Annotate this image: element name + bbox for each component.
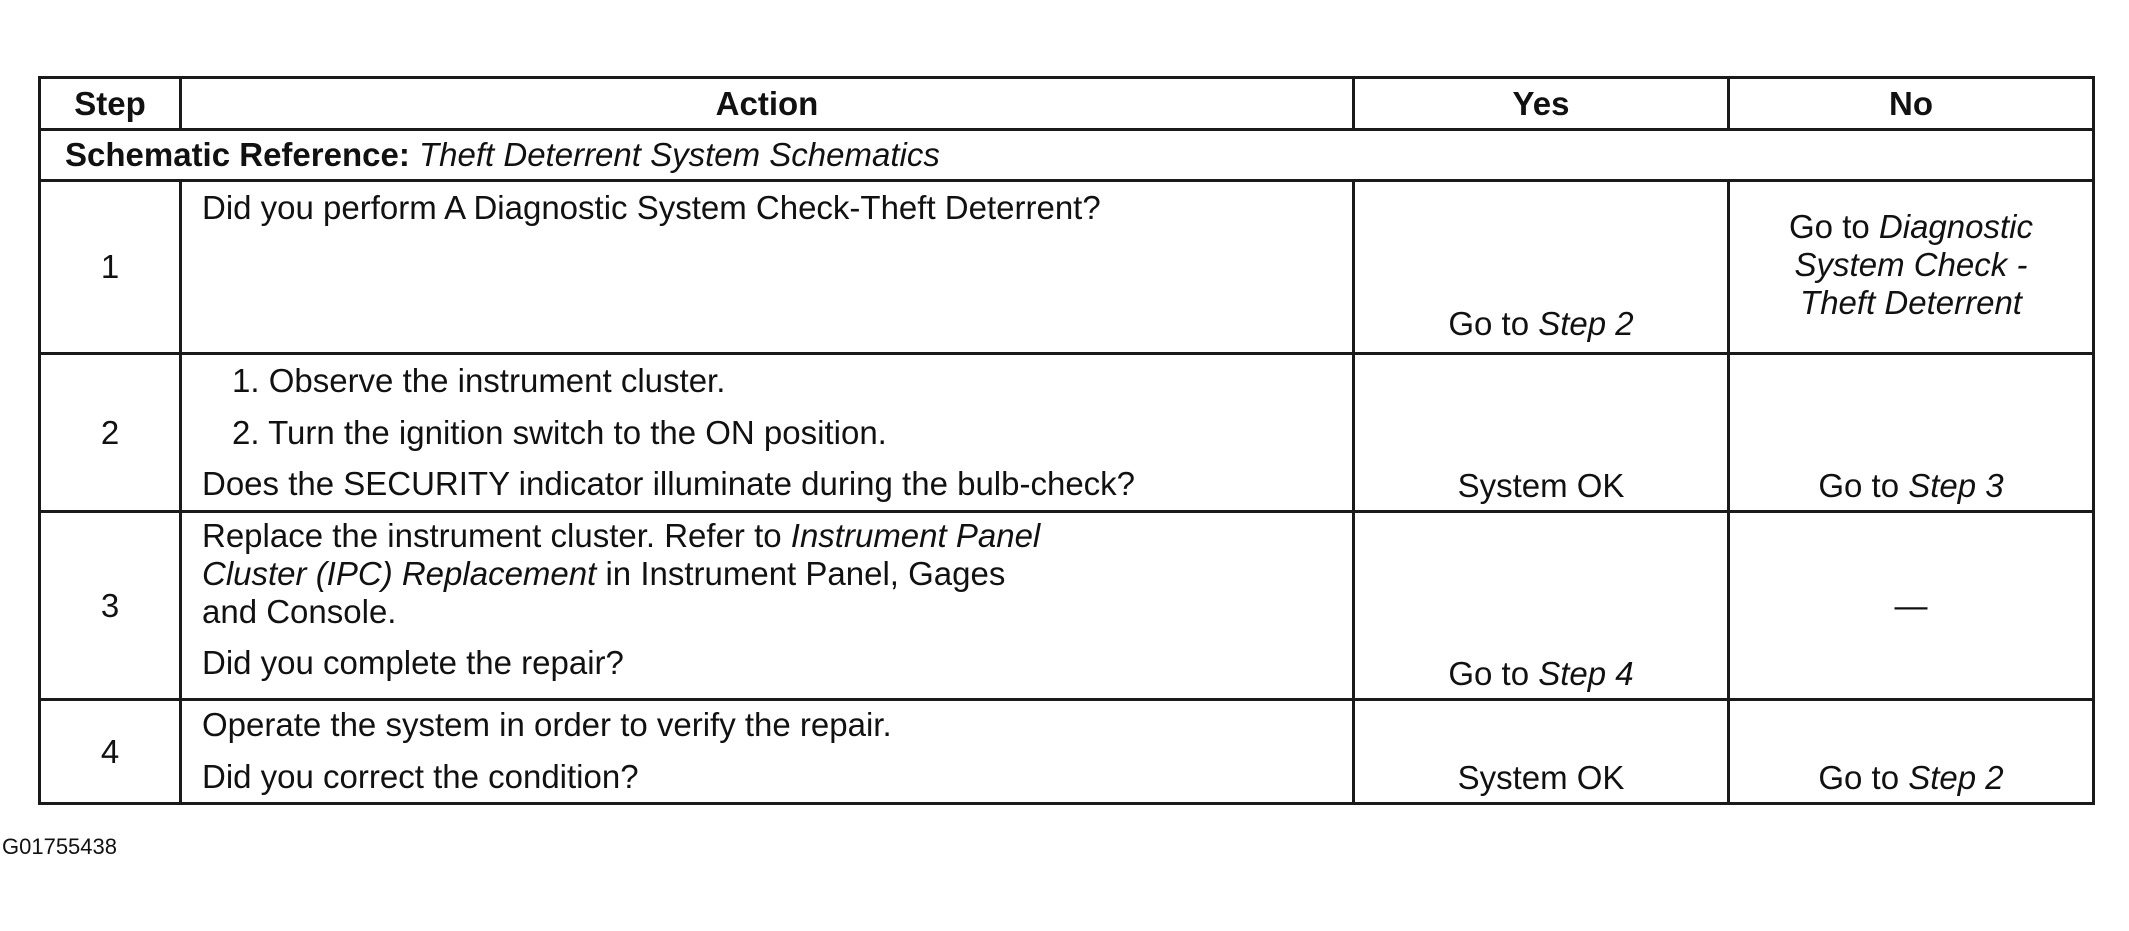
action-list-item: 1. Observe the instrument cluster. [232, 362, 726, 399]
schematic-reference [40, 130, 2094, 181]
action-text: Cluster (IPC) Replacement in Instrument Panel, Gages [202, 555, 1006, 592]
action-question: Does the SECURITY indicator illuminate during the bulb-check? [202, 465, 1136, 502]
table-row [40, 181, 2094, 354]
yes-action: Go to Step 2 [1448, 305, 1634, 342]
reference-label: Schematic Reference: [65, 136, 410, 173]
action-text: Operate the system in order to verify the repair. [202, 706, 892, 743]
header-action: Action [181, 78, 1354, 130]
ipc-link-part2[interactable]: Cluster (IPC) Replacement [202, 555, 597, 592]
no-action: Go to Step 2 [1818, 759, 2004, 796]
yes-cell [1354, 700, 1729, 804]
header-no: No [1729, 78, 2094, 130]
ipc-link-part1[interactable]: Instrument Panel [790, 517, 1041, 554]
no-link-line2[interactable]: System Check - [1794, 246, 2028, 283]
reference-link[interactable]: Theft Deterrent System Schematics [419, 136, 940, 173]
action-list-item: 2. Turn the ignition switch to the ON position. [232, 414, 887, 451]
no-cell [1729, 512, 2094, 700]
yes-action: Go to Step 4 [1448, 655, 1634, 692]
table-row [40, 512, 2094, 700]
table-row [40, 700, 2094, 804]
no-action-dash: — [1894, 586, 1928, 624]
diagnostic-table [38, 76, 2095, 805]
yes-cell [1354, 181, 1729, 354]
yes-step-link[interactable]: Step 4 [1538, 655, 1634, 692]
no-step-link[interactable]: Step 2 [1908, 759, 2004, 796]
diagnostic-table-container [38, 76, 2092, 805]
no-step-link[interactable]: Step 3 [1908, 467, 2004, 504]
header-row [40, 78, 2094, 130]
yes-action: System OK [1457, 467, 1625, 504]
header-step: Step [40, 78, 181, 130]
action-question: Did you complete the repair? [202, 644, 624, 681]
action-question: Did you correct the condition? [202, 758, 639, 795]
yes-cell [1354, 512, 1729, 700]
no-action: Go to Step 3 [1818, 467, 2004, 504]
action-cell [181, 181, 1354, 354]
step-number: 4 [40, 700, 181, 804]
no-action: Go to Diagnostic System Check - Theft Deterrent [1730, 208, 2092, 322]
figure-code: G01755438 [2, 834, 117, 859]
step-number: 2 [40, 354, 181, 512]
no-link-line3[interactable]: Theft Deterrent [1800, 284, 2022, 321]
no-cell [1729, 700, 2094, 804]
yes-action: System OK [1457, 759, 1625, 796]
action-cell [181, 354, 1354, 512]
yes-step-link[interactable]: Step 2 [1538, 305, 1634, 342]
no-cell [1729, 354, 2094, 512]
table-row [40, 354, 2094, 512]
step-number: 1 [40, 181, 181, 354]
action-cell [181, 700, 1354, 804]
yes-cell [1354, 354, 1729, 512]
action-text: Did you perform A Diagnostic System Check-Theft Deterrent? [202, 189, 1101, 226]
action-text: and Console. [202, 593, 397, 630]
no-cell [1729, 181, 2094, 354]
action-cell [181, 512, 1354, 700]
reference-row [40, 130, 2094, 181]
no-link-line1[interactable]: Diagnostic [1878, 208, 2033, 245]
action-text: Replace the instrument cluster. Refer to Instrument Panel [202, 517, 1041, 554]
step-number: 3 [40, 512, 181, 700]
header-yes: Yes [1354, 78, 1729, 130]
